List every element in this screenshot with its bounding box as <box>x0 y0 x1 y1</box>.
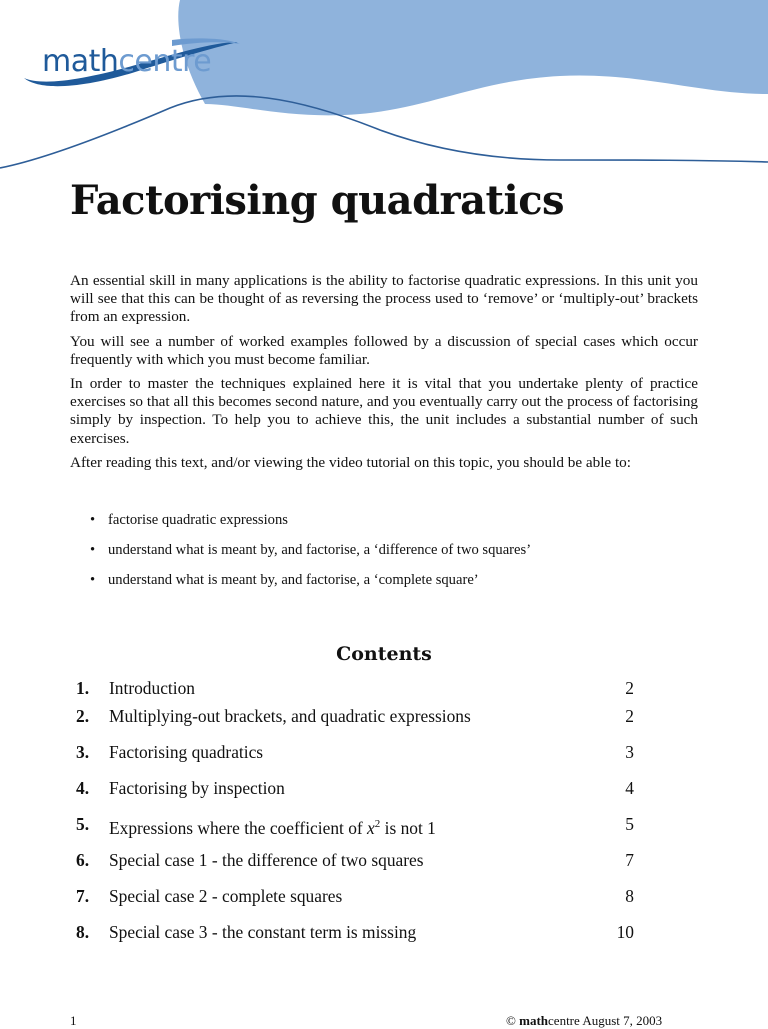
page-title: Factorising quadratics <box>70 177 565 224</box>
toc-title: Factorising quadratics <box>109 742 264 762</box>
intro-paragraph: An essential skill in many applications is the ability to factorise quadratic expressions. In this unit you will see that this can be thought of as reversing the process used to ‘remove’ or ‘multiply-out’ brackets from an expression. <box>70 272 698 326</box>
toc-page-number: 2 <box>625 678 634 698</box>
bullet-icon: • <box>90 542 96 558</box>
objective-item <box>90 540 531 570</box>
toc-page-number: 4 <box>625 778 634 798</box>
toc-entry[interactable] <box>76 741 636 763</box>
toc-number: 5. <box>76 814 90 834</box>
toc-page-number: 5 <box>625 814 634 834</box>
logo-math-text: math <box>42 44 119 79</box>
toc-number: 8. <box>76 922 90 942</box>
toc-title-part: Expressions where the coefficient of <box>109 817 363 838</box>
toc-number: 3. <box>76 742 90 762</box>
toc-number: 2. <box>76 706 90 726</box>
math-exponent: 2 <box>374 818 381 830</box>
toc-title-part: is not 1 <box>384 817 436 838</box>
toc-page-number: 3 <box>625 742 634 762</box>
toc-entry[interactable] <box>76 777 636 799</box>
intro-text <box>70 272 698 478</box>
mathcentre-logo <box>22 36 242 96</box>
toc-page-number: 7 <box>625 850 634 870</box>
intro-paragraph: You will see a number of worked examples followed by a discussion of special cases which occur frequently with which you must become familiar. <box>70 332 698 368</box>
toc-page-number: 10 <box>616 922 634 942</box>
toc-entry[interactable] <box>76 677 636 699</box>
toc-page-number: 8 <box>625 886 634 906</box>
toc-title: Special case 2 - complete squares <box>109 886 343 906</box>
toc-number: 1. <box>76 678 90 698</box>
objective-item <box>90 510 531 540</box>
intro-paragraph: After reading this text, and/or viewing the video tutorial on this topic, you should be able to: <box>70 453 631 471</box>
objective-text: understand what is meant by, and factorise, a ‘complete square’ <box>108 572 479 588</box>
math-variable: x <box>367 817 375 838</box>
toc-entry[interactable] <box>76 813 636 838</box>
toc-title: Multiplying-out brackets, and quadratic expressions <box>109 706 471 726</box>
objective-item <box>90 570 531 600</box>
toc-title: Special case 3 - the constant term is missing <box>109 922 417 942</box>
toc-page-number: 2 <box>625 706 634 726</box>
contents-heading: Contents <box>336 643 432 665</box>
logo-centre-text: centre <box>118 44 212 79</box>
toc-entry[interactable] <box>76 705 636 727</box>
logo-wordmark <box>42 42 211 82</box>
toc-number: 6. <box>76 850 90 870</box>
toc-entry[interactable] <box>76 921 636 943</box>
footer-brand-centre: centre <box>548 1013 580 1028</box>
objectives-list <box>90 510 531 600</box>
copyright-icon: © <box>506 1013 516 1028</box>
footer-date: August 7, 2003 <box>582 1013 663 1028</box>
toc-number: 4. <box>76 778 90 798</box>
toc-title: Factorising by inspection <box>109 778 285 798</box>
footer-page-number: 1 <box>70 1013 77 1028</box>
objective-text: understand what is meant by, and factorise, a ‘difference of two squares’ <box>108 542 532 558</box>
footer-brand-math: math <box>519 1013 549 1028</box>
toc-title: Introduction <box>109 678 195 698</box>
toc-entry[interactable] <box>76 885 636 907</box>
toc-title: Special case 1 - the difference of two squares <box>109 850 424 870</box>
bullet-icon: • <box>90 512 96 528</box>
bullet-icon: • <box>90 572 96 588</box>
intro-paragraph: In order to master the techniques explained here it is vital that you undertake plenty of practice exercises so that all this becomes second nature, and you eventually carry out the process of factorising simply by inspection. To help you to achieve this, the unit includes a substantial number of such exercises. <box>70 375 698 447</box>
objective-text: factorise quadratic expressions <box>108 512 288 528</box>
toc-number: 7. <box>76 886 90 906</box>
toc-title <box>109 813 436 839</box>
footer-copyright <box>506 1013 662 1029</box>
toc-entry[interactable] <box>76 849 636 871</box>
